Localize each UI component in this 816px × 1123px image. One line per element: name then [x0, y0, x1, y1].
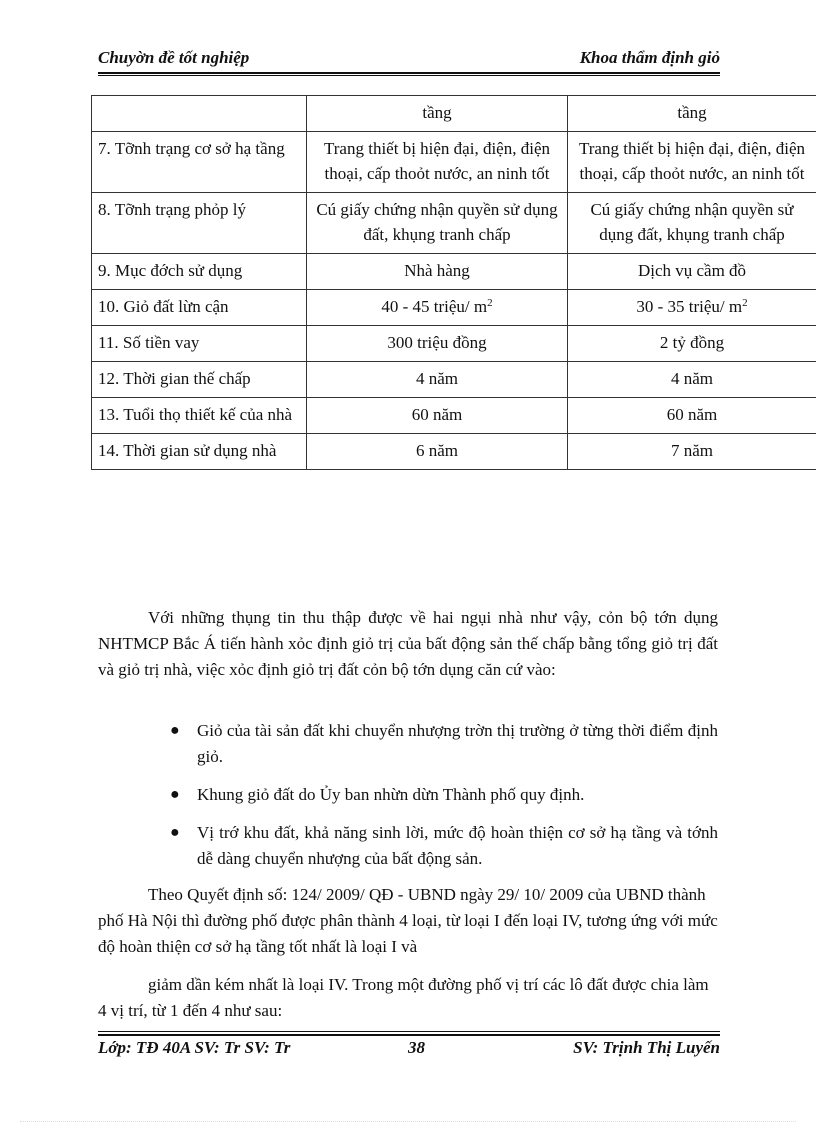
table-row [92, 254, 816, 290]
unit-exponent: 2 [742, 297, 748, 309]
property-a-value [307, 290, 568, 326]
property-b-value: Trang thiết bị hiện đại, điện, điện thoại, cấp thoỏt nước, an ninh tốt [568, 132, 816, 193]
page-number: 38 [408, 1038, 425, 1057]
property-a-value: 4 năm [307, 362, 568, 398]
list-item-text: Giỏ của tài sản đất khi chuyển nhượng trờn thị trường ở từng thời điểm định giỏ. [197, 721, 718, 766]
table-row [92, 193, 816, 254]
page-edge-divider [20, 1121, 796, 1122]
decision-paragraph: Theo Quyết định số: 124/ 2009/ QĐ - UBND ngày 29/ 10/ 2009 của UBND thành phố Hà Nội thì đường phố được phân thành 4 loại, từ loại I đến loại IV, tương ứng với mức độ hoàn thiện cơ sở hạ tầng tốt nhất là loại I và [98, 885, 718, 956]
location-paragraph: giảm dần kém nhất là loại IV. Trong một đường phố vị trí các lô đất được chia làm 4 vị trí, từ 1 đến 4 như sau: [98, 975, 709, 1020]
table-row [92, 132, 816, 193]
row-label: 11. Số tiền vay [92, 326, 307, 362]
table-row [92, 434, 816, 470]
header-right-title: Khoa thẩm định giỏ [579, 48, 720, 67]
property-a-value: 6 năm [307, 434, 568, 470]
footer-rule [98, 1034, 720, 1036]
property-b-value: 2 tỷ đồng [568, 326, 816, 362]
table-row [92, 96, 816, 132]
row-label: 14. Thời gian sử dụng nhà [92, 434, 307, 470]
property-a-value: Cú giấy chứng nhận quyền sử dụng đất, khụng tranh chấp [307, 193, 568, 254]
unit-exponent: 2 [487, 297, 493, 309]
property-a-value: Nhà hàng [307, 254, 568, 290]
list-item [170, 782, 718, 808]
land-price-a: 40 - 45 triệu/ m [381, 297, 488, 316]
header-left-title: Chuyờn đề tốt nghiệp [98, 48, 250, 67]
row-label: 8. Tỡnh trạng phỏp lý [92, 193, 307, 254]
footer-rule-thin [98, 1031, 720, 1032]
property-b-value: tầng [568, 96, 816, 132]
property-a-value: 60 năm [307, 398, 568, 434]
property-a-value: tầng [307, 96, 568, 132]
property-a-value: Trang thiết bị hiện đại, điện, điện thoại, cấp thoỏt nước, an ninh tốt [307, 132, 568, 193]
bullet-icon: ● [170, 722, 180, 739]
property-a-value: 300 triệu đồng [307, 326, 568, 362]
row-label: 12. Thời gian thế chấp [92, 362, 307, 398]
table-row [92, 362, 816, 398]
row-label: 13. Tuổi thọ thiết kế của nhà [92, 398, 307, 434]
property-b-value: Dịch vụ cầm đồ [568, 254, 816, 290]
row-label: 10. Giỏ đất lừn cận [92, 290, 307, 326]
property-comparison-table [91, 95, 816, 470]
list-item [170, 820, 718, 872]
row-label: 7. Tỡnh trạng cơ sở hạ tầng [92, 132, 307, 193]
intro-paragraph: Với những thụng tin thu thập được về hai ngụi nhà như vậy, cỏn bộ tớn dụng NHTMCP Bắc Á tiến hành xỏc định giỏ trị của bất động sản thế chấp bằng tổng giỏ trị đất và giỏ trị nhà, việc xỏc định giỏ trị đất cỏn bộ tớn dụng căn cứ vào: [98, 608, 718, 679]
table-row [92, 326, 816, 362]
footer-student-name: SV: Trịnh Thị Luyến [573, 1038, 720, 1057]
property-b-value [568, 290, 816, 326]
row-label [92, 96, 307, 132]
header-rule-thin [98, 75, 720, 76]
row-label: 9. Mục đớch sử dụng [92, 254, 307, 290]
bullet-icon: ● [170, 786, 180, 803]
table-row [92, 290, 816, 326]
land-price-b: 30 - 35 triệu/ m [636, 297, 743, 316]
property-b-value: Cú giấy chứng nhận quyền sử dụng đất, khụng tranh chấp [568, 193, 816, 254]
list-item-text: Khung giỏ đất do Ủy ban nhừn dừn Thành phố quy định. [197, 785, 585, 804]
table-row [92, 398, 816, 434]
list-item [170, 718, 718, 770]
property-b-value: 4 năm [568, 362, 816, 398]
header-rule [98, 72, 720, 74]
valuation-criteria-list [170, 718, 718, 884]
page-header [98, 48, 720, 70]
property-b-value: 7 năm [568, 434, 816, 470]
footer-class-info: Lớp: TĐ 40A SV: Tr SV: Tr [98, 1038, 291, 1057]
property-b-value: 60 năm [568, 398, 816, 434]
bullet-icon: ● [170, 824, 180, 841]
list-item-text: Vị trớ khu đất, khả năng sinh lời, mức độ hoàn thiện cơ sở hạ tầng và tớnh dễ dàng chuyển nhượng của bất động sản. [197, 823, 718, 868]
page-footer [98, 1038, 720, 1062]
